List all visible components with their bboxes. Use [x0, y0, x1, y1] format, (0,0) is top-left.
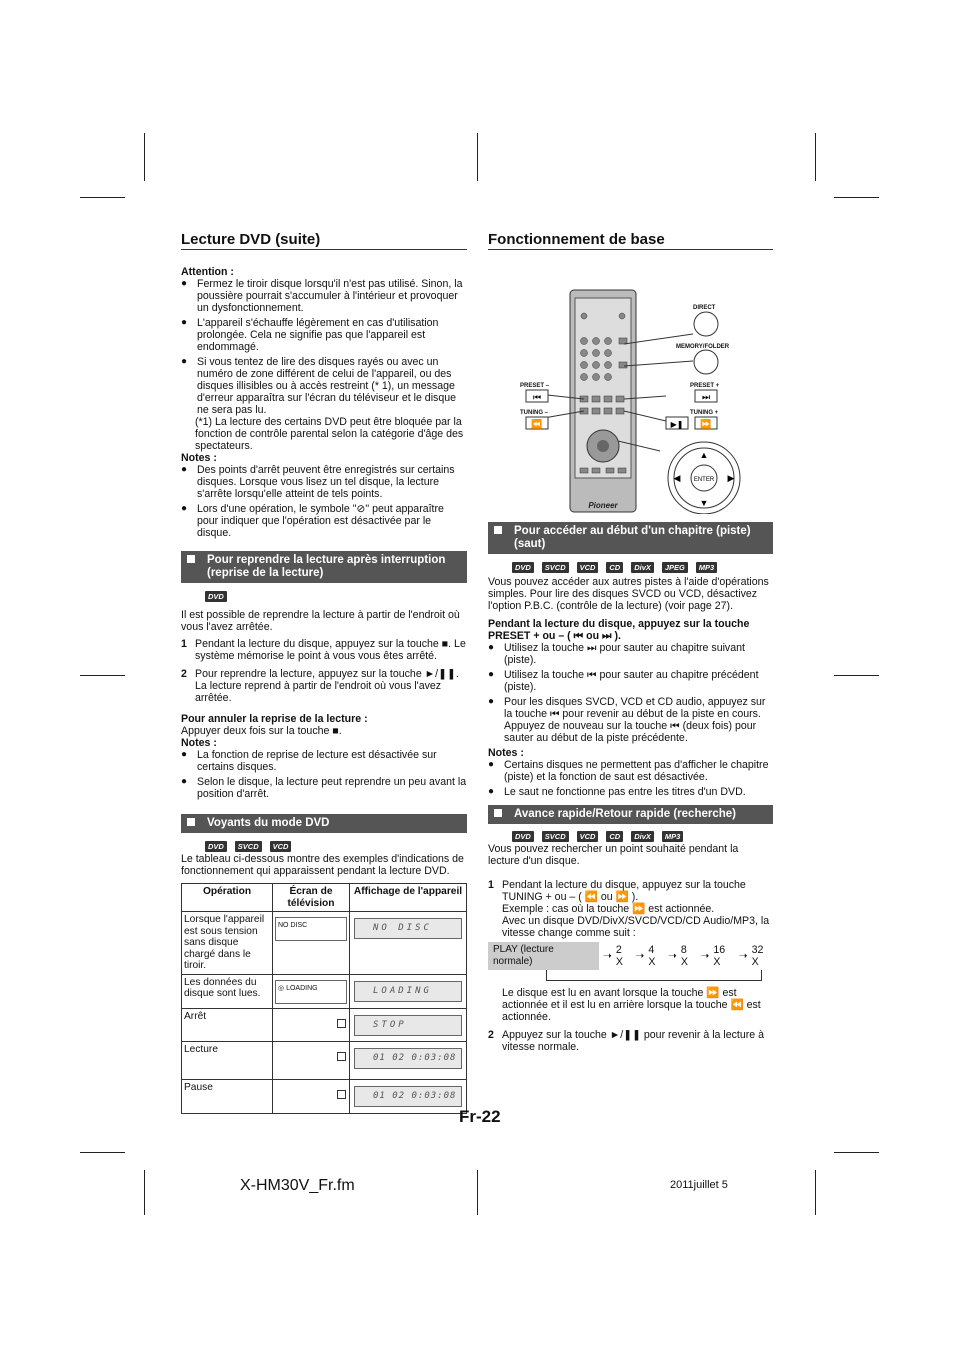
table-row	[182, 912, 467, 975]
table-row	[182, 1008, 467, 1041]
crop-mark	[144, 1170, 145, 1215]
search-step	[488, 1029, 773, 1053]
crop-mark	[80, 197, 125, 198]
play-icon	[337, 1052, 346, 1061]
svcd-badge: SVCD	[542, 831, 569, 842]
table-header-row	[182, 884, 467, 912]
cd-badge: CD	[606, 562, 623, 573]
notes-label: Notes :	[181, 452, 217, 464]
tv-screen	[275, 917, 347, 941]
list-item: ● L'appareil s'échauffe légèrement en cas d'utilisation prolongée. Cela ne signifie pas que l'appareil est endommagé.	[181, 317, 467, 353]
table-row	[182, 1041, 467, 1079]
modes-intro: Le tableau ci-dessous montre des exemples d'indications de fonctionnement qui apparaissent pendant la lecture DVD.	[181, 853, 464, 877]
memory-folder-button	[694, 350, 718, 374]
resume-heading	[181, 551, 467, 583]
disc-badges	[205, 590, 467, 602]
list-item: ● Utilisez la touche ⏭ pour sauter au chapitre suivant (piste).	[488, 642, 773, 666]
search-intro: Vous pouvez rechercher un point souhaité pendant la lecture d'un disque.	[488, 843, 739, 867]
table-cell	[350, 1041, 467, 1079]
square-icon	[494, 809, 502, 817]
table-row	[182, 1079, 467, 1113]
crop-mark	[477, 133, 478, 181]
preset-plus-label: PRESET +	[690, 383, 720, 389]
tuning-minus-label: TUNING –	[520, 410, 549, 416]
table-header: Opération	[182, 884, 273, 912]
step-number: 1	[181, 638, 187, 650]
modes-heading-text: Voyants du mode DVD	[207, 817, 330, 829]
table-cell	[350, 1008, 467, 1041]
table-cell	[273, 1079, 350, 1113]
speed-step: 8 X	[680, 944, 688, 968]
cd-badge: CD	[606, 831, 623, 842]
tv-screen	[275, 980, 347, 1004]
unit-display: NO DISC	[354, 918, 462, 939]
loop-arrow	[546, 970, 762, 981]
step-text: Pendant la lecture du disque, appuyez sur la touche TUNING + ou – ( ⏪ ou ⏩ ).	[502, 879, 746, 903]
crop-mark	[80, 675, 125, 676]
search-heading-text: Avance rapide/Retour rapide (recherche)	[514, 808, 736, 820]
crop-mark	[834, 675, 879, 676]
svg-text:▶❚: ▶❚	[670, 420, 684, 429]
speed-step: PLAY (lecture normale)	[488, 942, 599, 970]
crop-mark	[815, 133, 816, 181]
preset-minus-label: PRESET –	[520, 383, 550, 389]
cancel-text: Appuyer deux fois sur la touche ■.	[181, 725, 342, 737]
list-item: ● Lors d'une opération, le symbole "⊘" peut apparaître pour indiquer que l'opération est désactivée par le disque.	[181, 503, 467, 539]
list-item: ● Pour les disques SVCD, VCD et CD audio, appuyez sur la touche ⏮ pour revenir au début de la piste en cours. Appuyez de nouveau sur la touche ⏮ (deux fois) pour sauter au début de la piste précédente.	[488, 696, 773, 744]
step-number: 2	[488, 1029, 494, 1041]
svg-text:▶: ▶	[727, 473, 735, 483]
svg-text:⏪: ⏪	[531, 420, 543, 430]
speed-sequence	[488, 942, 773, 970]
modes-heading	[181, 814, 467, 833]
divx-badge: DivX	[631, 562, 654, 573]
skip-intro: Vous pouvez accéder aux autres pistes à l'aide d'opérations simples. Pour lire des disques SVCD ou VCD, désactivez l'option P.B.C. (contrôle de la lecture) (voir page 27).	[488, 576, 769, 612]
tuning-plus-label: TUNING +	[690, 410, 719, 416]
square-icon	[494, 526, 502, 534]
vcd-badge: VCD	[577, 831, 599, 842]
table-cell	[350, 974, 467, 1008]
svg-text:▲: ▲	[699, 450, 709, 460]
arrow-icon: ➝	[700, 950, 710, 962]
table-cell: Pause	[182, 1079, 273, 1113]
arrow-icon: ➝	[667, 950, 677, 962]
table-cell: Lorsque l'appareil est sous tension sans disque chargé dans le tiroir.	[182, 912, 273, 975]
right-column	[488, 231, 773, 1059]
list-item: ● Le saut ne fonctionne pas entre les titres d'un DVD.	[488, 786, 773, 798]
square-icon	[187, 555, 195, 563]
resume-heading-text: Pour reprendre la lecture après interruption (reprise de la lecture)	[207, 554, 446, 579]
notes-label: Notes :	[181, 737, 217, 749]
speed-step: 2 X	[615, 944, 623, 968]
svg-text:⏮: ⏮	[532, 393, 542, 403]
vcd-badge: VCD	[577, 562, 599, 573]
table-cell	[273, 1041, 350, 1079]
dvd-badge: DVD	[205, 841, 227, 852]
list-item: ● Si vous tentez de lire des disques rayés ou avec un numéro de zone différent de celui de l'appareil, ou des disques illisibles ou à accès restreint (* 1), un message d'erreur apparaîtra sur l'écran du téléviseur et le disque ne sera pas lu.	[181, 356, 467, 416]
table-cell	[273, 1008, 350, 1041]
jpeg-badge: JPEG	[662, 562, 688, 573]
step-number: 1	[488, 879, 494, 891]
list-item: ● Utilisez la touche ⏮ pour sauter au chapitre précédent (piste).	[488, 669, 773, 693]
speed-step: 16 X	[713, 944, 726, 968]
square-icon	[187, 818, 195, 826]
direct-label: DIRECT	[693, 305, 716, 311]
footer-filename: X-HM30V_Fr.fm	[240, 1177, 355, 1194]
section-title: Lecture DVD (suite)	[181, 234, 467, 250]
skip-heading-text: Pour accéder au début d'un chapitre (piste) (saut)	[514, 525, 751, 550]
left-column	[181, 231, 467, 1114]
step-text: Appuyez sur la touche ►/❚❚ pour revenir à la lecture à vitesse normale.	[502, 1029, 765, 1053]
crop-mark	[477, 1170, 478, 1215]
disc-icon: ◎	[278, 984, 287, 992]
disc-badges	[512, 561, 773, 573]
remote-illustration	[488, 256, 773, 514]
svcd-badge: SVCD	[542, 562, 569, 573]
svg-text:⏩: ⏩	[700, 420, 712, 430]
step-example: Exemple : cas où la touche ⏩ est actionnée.	[502, 903, 715, 915]
notes-list	[181, 749, 467, 800]
svg-text:⏭: ⏭	[701, 393, 711, 403]
notes-label: Notes :	[488, 747, 524, 759]
notes-list	[181, 464, 467, 539]
table-cell	[273, 912, 350, 975]
footer-date: 2011juillet 5	[670, 1179, 728, 1191]
section-title: Fonctionnement de base	[488, 234, 773, 250]
modes-table	[181, 883, 467, 1114]
svcd-badge: SVCD	[235, 841, 262, 852]
unit-display: 01 02 0:03:08	[354, 1048, 462, 1069]
table-cell	[350, 1079, 467, 1113]
table-cell	[273, 974, 350, 1008]
table-header: Affichage de l'appareil	[350, 884, 467, 912]
crop-mark	[815, 1170, 816, 1215]
skip-heading	[488, 522, 773, 554]
arrow-icon: ➝	[603, 950, 612, 962]
crop-mark	[834, 1152, 879, 1153]
speed-step: 32 X	[751, 944, 764, 968]
dvd-badge: DVD	[512, 831, 534, 842]
crop-mark	[834, 197, 879, 198]
attention-label: Attention :	[181, 266, 234, 278]
resume-intro: Il est possible de reprendre la lecture à partir de l'endroit où vous l'avez arrêtée.	[181, 609, 460, 633]
divx-badge: DivX	[631, 831, 654, 842]
list-item: ● La fonction de reprise de lecture est désactivée sur certains disques.	[181, 749, 467, 773]
tv-text: NO DISC	[278, 922, 308, 929]
dvd-badge: DVD	[512, 562, 534, 573]
vcd-badge: VCD	[270, 841, 292, 852]
notes-list	[488, 759, 773, 798]
table-cell: Arrêt	[182, 1008, 273, 1041]
step-text: Pour reprendre la lecture, appuyez sur la touche ►/❚❚. La lecture reprend à partir de l'endroit où vous l'avez arrêtée.	[195, 668, 459, 704]
cancel-label: Pour annuler la reprise de la lecture :	[181, 713, 368, 725]
list-item: ● Certains disques ne permettent pas d'afficher le chapitre (piste) et la fonction de saut est désactivée.	[488, 759, 773, 783]
disc-badges	[205, 840, 467, 852]
direct-button	[694, 312, 718, 336]
remote-brand: Pioneer	[588, 501, 618, 510]
list-item: ● Des points d'arrêt peuvent être enregistrés sur certains disques. Lorsque vous lisez un tel disque, la lecture s'arrête lorsqu'elle atteint de tels points.	[181, 464, 467, 500]
crop-mark	[144, 133, 145, 181]
step-number: 2	[181, 668, 187, 680]
skip-instruction: Pendant la lecture du disque, appuyez sur la touche PRESET + ou – ( ⏮ ou ⏭ ).	[488, 618, 750, 642]
svg-text:▼: ▼	[699, 498, 709, 508]
unit-display: LOADING	[354, 981, 462, 1002]
dvd-badge: DVD	[205, 591, 227, 602]
step-text: Pendant la lecture du disque, appuyez sur la touche ■. Le système mémorise le point à vous vous êtes arrêté.	[195, 638, 466, 662]
table-header: Écran de télévision	[273, 884, 350, 912]
crop-mark	[80, 1152, 125, 1153]
arrow-icon: ➝	[738, 950, 748, 962]
unit-display: STOP	[354, 1015, 462, 1036]
skip-list	[488, 642, 773, 744]
search-step	[488, 879, 773, 1023]
search-heading	[488, 805, 773, 824]
speed-step: 4 X	[648, 944, 656, 968]
table-cell: Lecture	[182, 1041, 273, 1079]
resume-step	[181, 668, 467, 704]
mp3-badge: MP3	[662, 831, 683, 842]
tv-text: LOADING	[286, 984, 318, 992]
list-item: ● Fermez le tiroir disque lorsqu'il n'est pas utilisé. Sinon, la poussière pourrait s'accumuler à l'intérieur et provoquer un dysfonctionnement.	[181, 278, 467, 314]
disc-badges	[512, 830, 773, 842]
resume-step	[181, 638, 467, 662]
table-cell	[350, 912, 467, 975]
mp3-badge: MP3	[696, 562, 717, 573]
list-item: ● Selon le disque, la lecture peut reprendre un peu avant la position d'arrêt.	[181, 776, 467, 800]
arrow-icon: ➝	[635, 950, 645, 962]
page-number: Fr-22	[459, 1107, 501, 1126]
table-cell: Les données du disque sont lues.	[182, 974, 273, 1008]
step-text: Avec un disque DVD/DivX/SVCD/VCD/CD Audio/MP3, la vitesse change comme suit :	[502, 915, 770, 939]
step-text: Le disque est lu en avant lorsque la touche ⏩ est actionnée et il est lu en arrière lorsque la touche ⏪ est actionnée.	[502, 987, 761, 1023]
stop-icon	[337, 1019, 346, 1028]
attention-list	[181, 278, 467, 416]
footnote: (*1) La lecture des certains DVD peut être bloquée par la fonction de contrôle parental selon la catégorie d'âge des spectateurs.	[195, 416, 464, 452]
memory-folder-label: MEMORY/FOLDER	[676, 344, 730, 350]
unit-display: 01 02 0:03:08	[354, 1086, 462, 1107]
pause-icon	[337, 1090, 346, 1099]
svg-text:◀: ◀	[673, 473, 681, 483]
enter-label: ENTER	[693, 477, 715, 483]
table-row	[182, 974, 467, 1008]
